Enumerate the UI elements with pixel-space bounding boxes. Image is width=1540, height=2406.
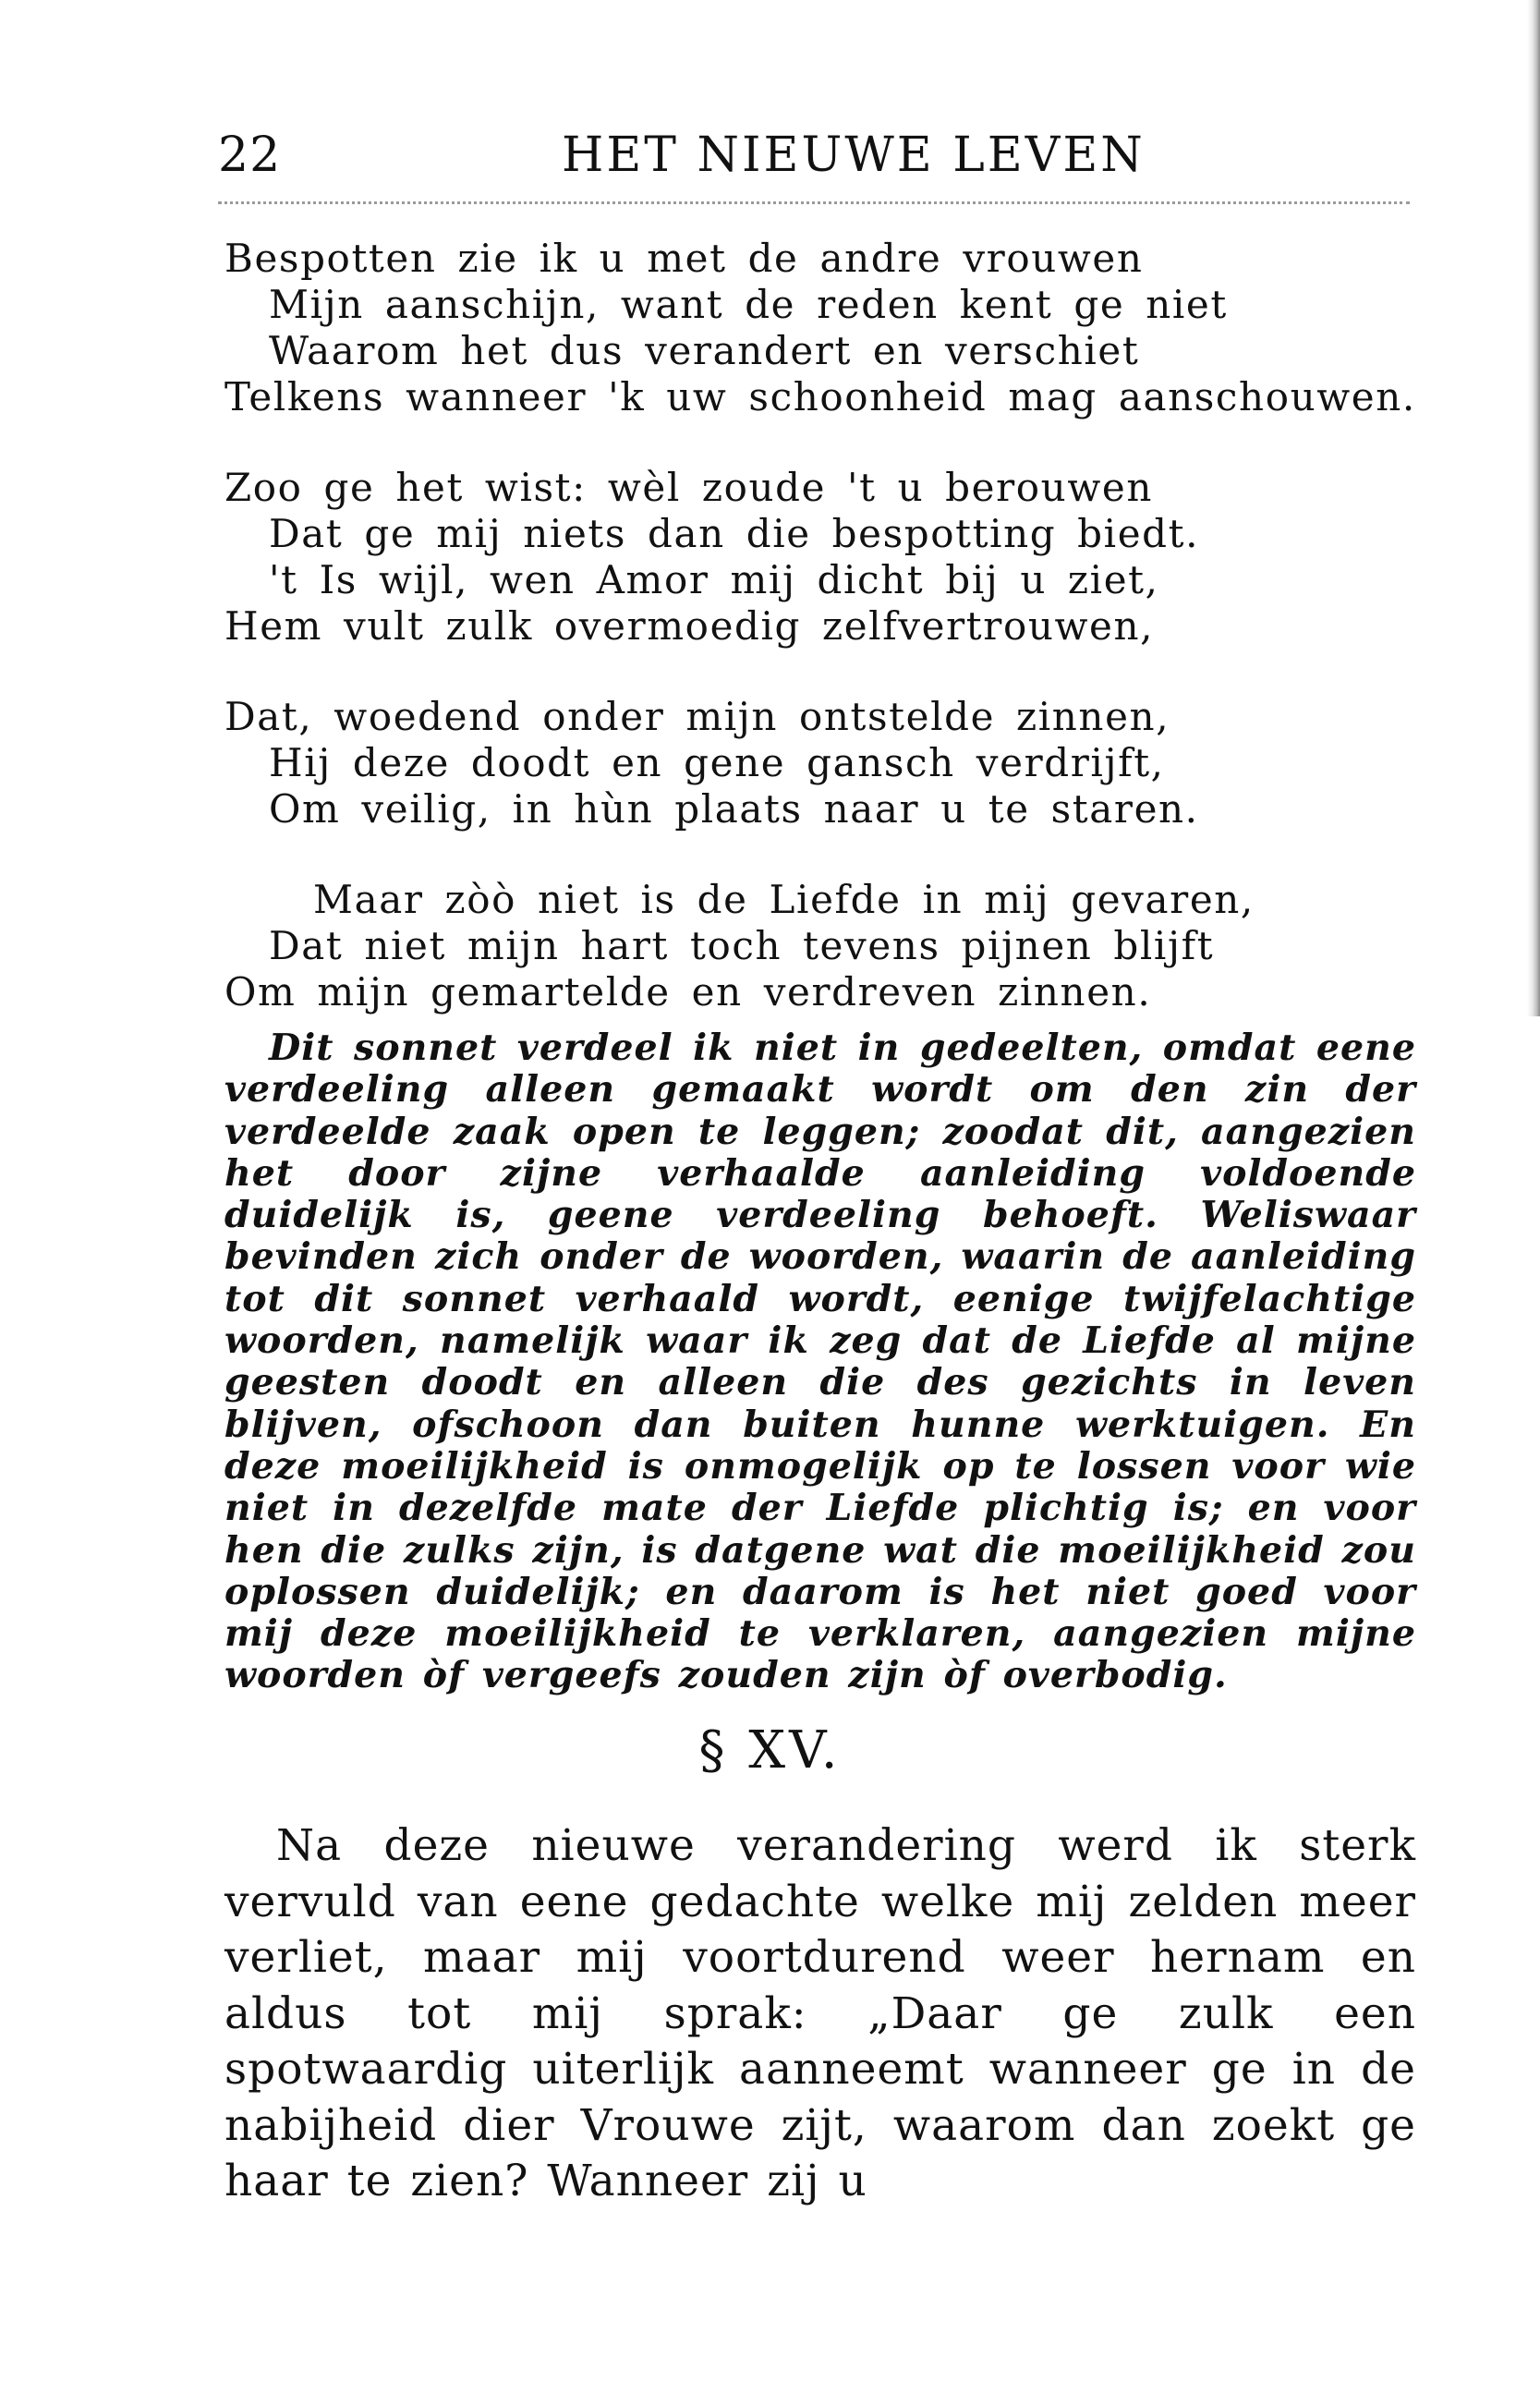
poem-line: Waarom het dus verandert en verschiet [269, 328, 1140, 373]
body-text: Na deze nieuwe verandering werd ik sterk vervuld van eene gedachte welke mij zelden meer verliet, maar mij voortdurend weer hernam en aldus tot mij sprak: „Daar ge zulk een spotwaardig uiterlijk aanneemt wanneer ge in de nabijheid dier Vrouwe zijt, waarom dan zoekt ge haar te zien? Wanneer zij u [224, 1820, 1416, 2206]
commentary-text: Dit sonnet verdeel ik niet in gedeelten, omdat eene verdeeling alleen gemaakt wordt om den zin der verdeelde zaak open te leggen; zoodat dit, aangezien het door zijne verhaalde aanleiding voldoende duidelijk is, geene verdeeling behoeft. Weliswaar bevinden zich onder de woorden, waarin de aanleiding tot dit sonnet verhaald wordt, eenige twijfelachtige woorden, namelijk waar ik zeg dat de Liefde al mijne geesten doodt en alleen die des gezichts in leven blijven, ofschoon dan buiten hunne werktuigen. En deze moeilijkheid is onmogelijk op te lossen voor wie niet in dezelfde mate der Liefde plichtig is; en voor hen die zulks zijn, is datgene wat die moeilijkheid zou oplossen duidelijk; en daarom is het niet goed voor mij deze moeilijkheid te verklaren, aangezien mijne woorden òf vergeefs zouden zijn òf overbodig. [224, 1027, 1416, 1697]
stanza-2 [224, 465, 1241, 650]
header-divider [218, 201, 1410, 204]
poem-line: Dat ge mij niets dan die bespotting biedt. [269, 511, 1200, 556]
poem-line: Hij deze doodt en gene gansch verdrijft, [269, 740, 1165, 785]
page-number: 22 [218, 128, 282, 183]
poem-line: Zoo ge het wist: wèl zoude 't u berouwen [224, 465, 1153, 510]
poem-line: Mijn aanschijn, want de reden kent ge niet [269, 282, 1228, 327]
stanza-4 [224, 877, 1255, 1015]
poem-line: Telkens wanneer 'k uw schoonheid mag aanschouwen. [224, 374, 1416, 419]
sonnet [224, 236, 1416, 1060]
poem-line: Om veilig, in hùn plaats naar u te staren. [269, 786, 1199, 832]
section-heading: § XV. [698, 1720, 842, 1780]
stanza-1 [224, 236, 1416, 420]
commentary-paragraph [224, 1027, 1416, 1697]
poem-line: Bespotten zie ik u met de andre vrouwen [224, 236, 1144, 281]
poem-line: Om mijn gemartelde en verdreven zinnen. [224, 969, 1152, 1015]
poem-line: Maar zòò niet is de Liefde in mij gevaren, [313, 877, 1255, 922]
poem-line: Hem vult zulk overmoedig zelfvertrouwen, [224, 603, 1155, 649]
body-paragraph [224, 1818, 1416, 2210]
poem-line: Dat niet mijn hart toch tevens pijnen blijft [269, 923, 1215, 968]
poem-line: Dat, woedend onder mijn ontstelde zinnen, [224, 694, 1170, 739]
stanza-3 [224, 694, 1241, 832]
page-header [211, 116, 1412, 200]
running-head: HET NIEUWE LEVEN [562, 128, 1146, 183]
poem-line: 't Is wijl, wen Amor mij dicht bij u ziet, [269, 557, 1159, 602]
page-edge-shadow [1527, 0, 1540, 1016]
